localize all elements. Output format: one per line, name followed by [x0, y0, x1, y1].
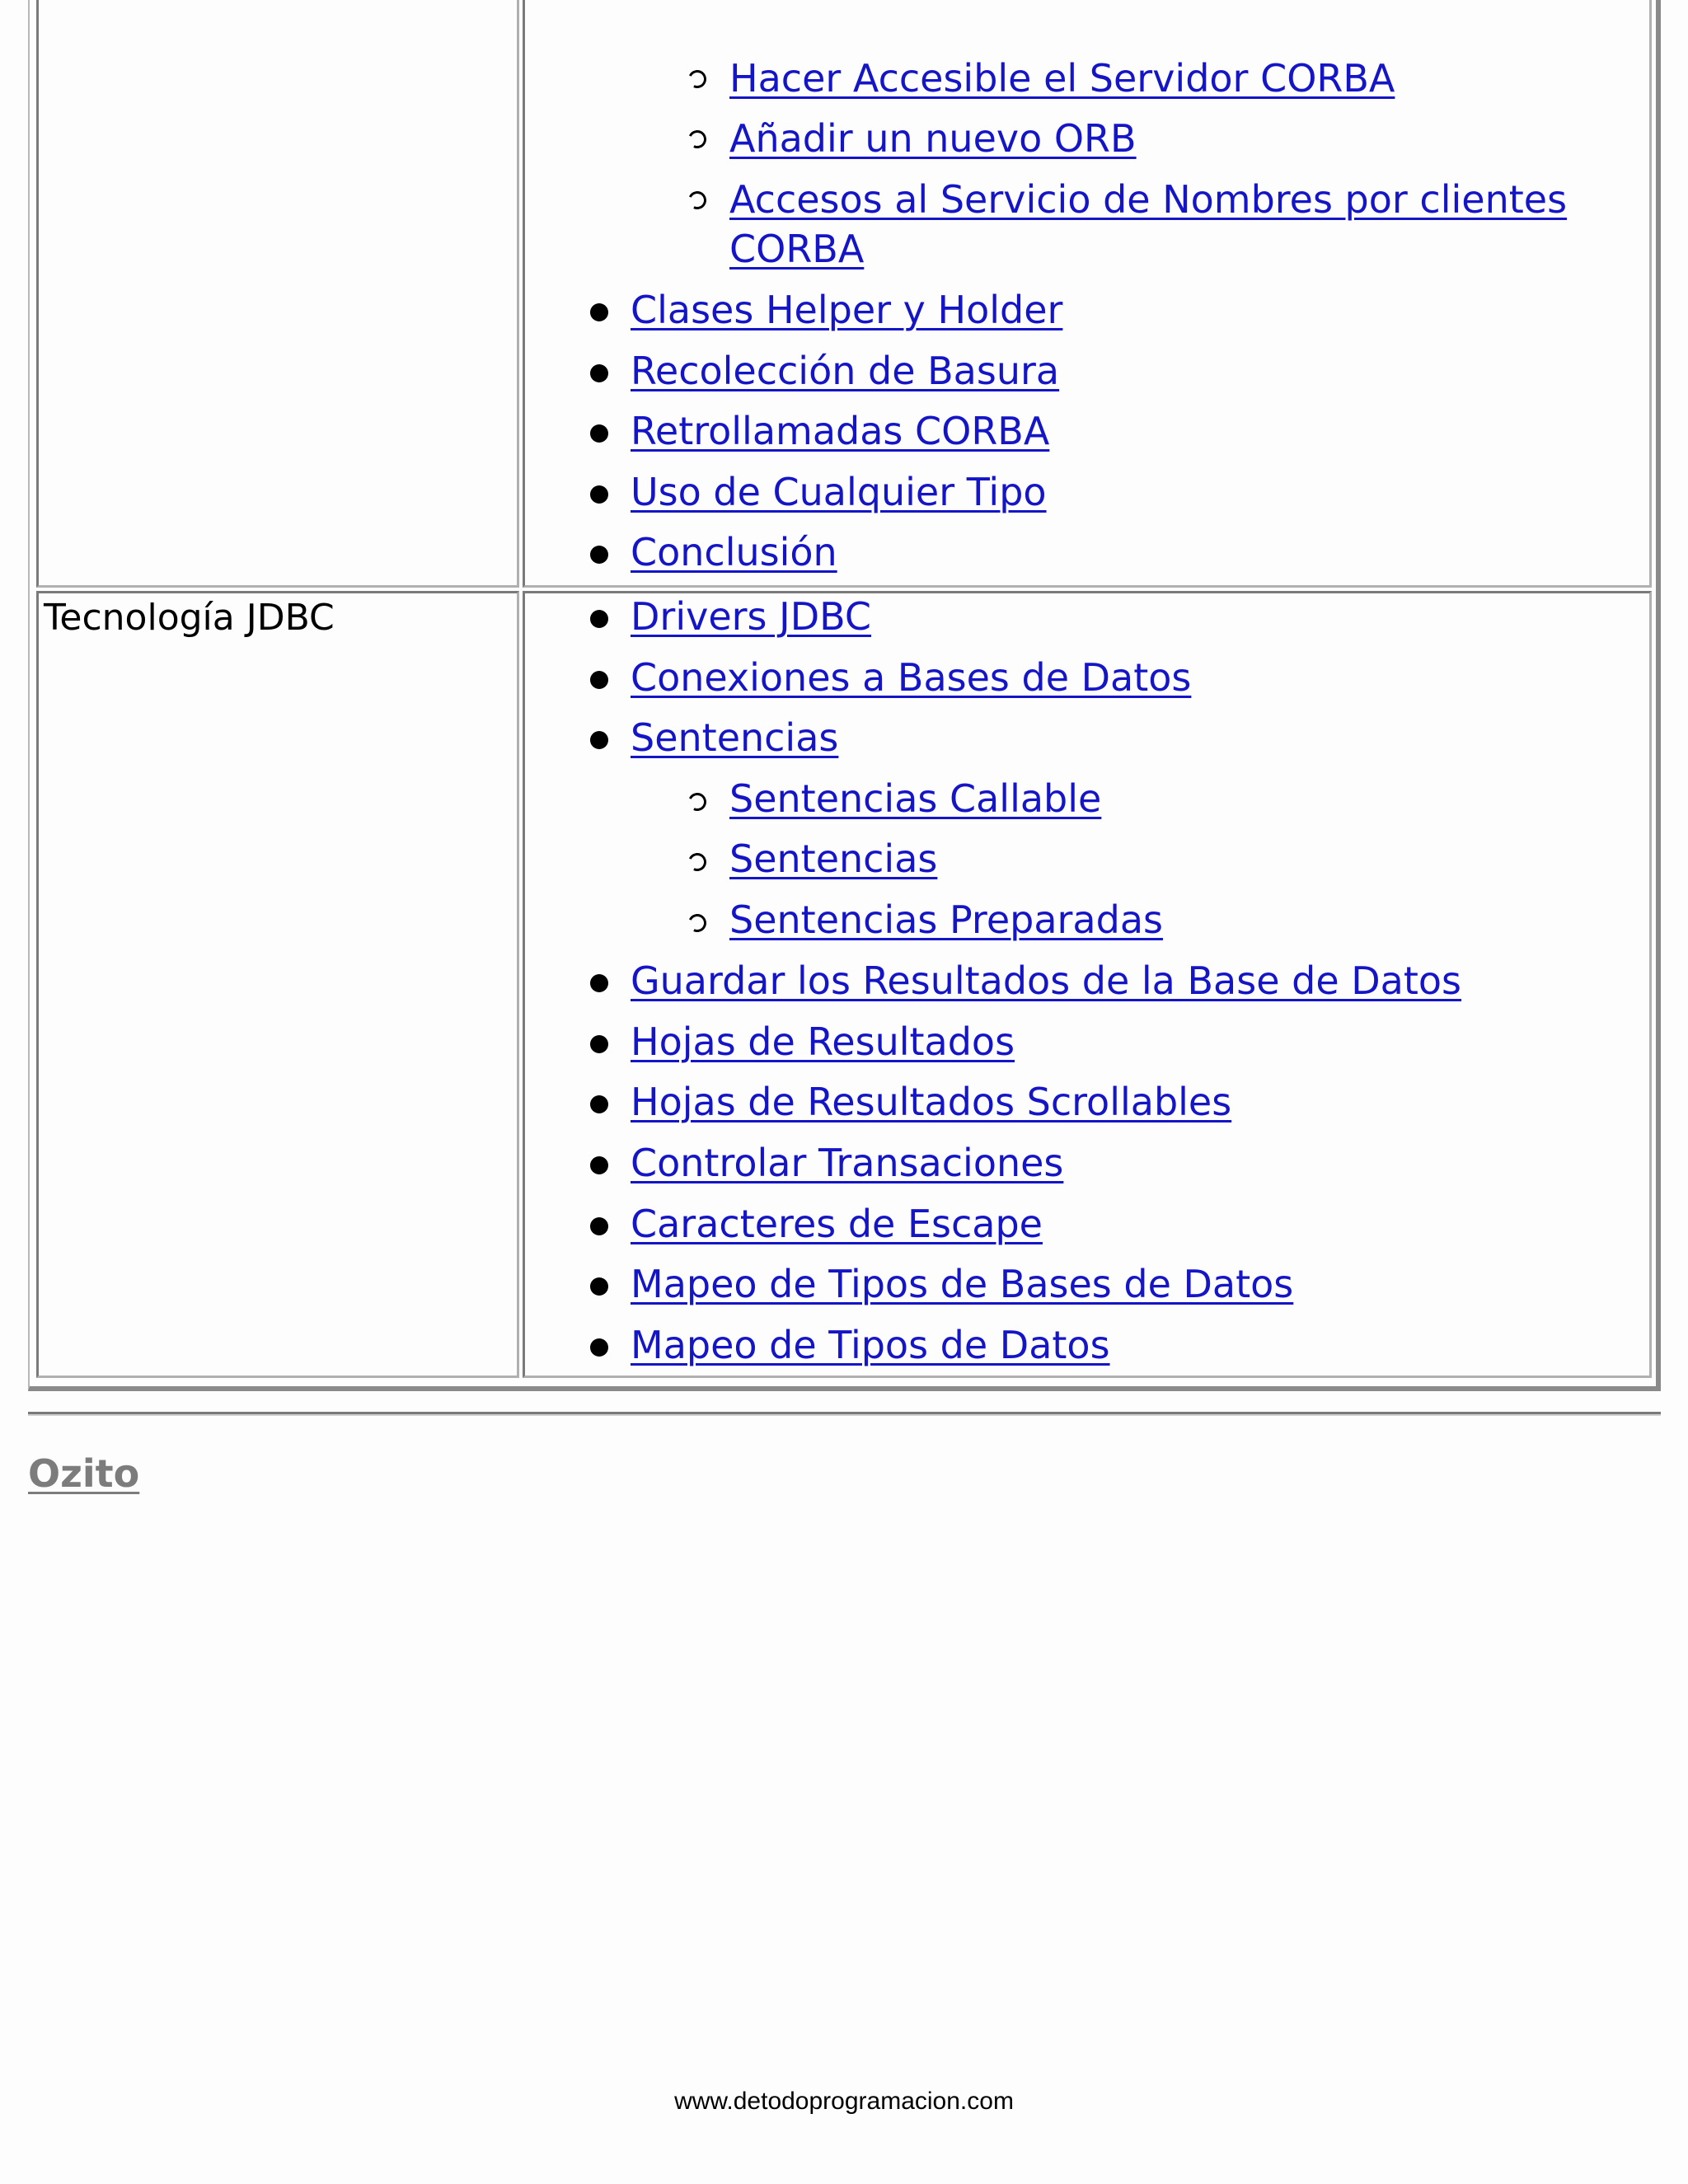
horizontal-rule [28, 1412, 1661, 1416]
toc-item [631, 527, 837, 577]
toc-link[interactable]: Conexiones a Bases de Datos [631, 655, 1192, 700]
disc-bullet-icon [590, 424, 608, 443]
disc-bullet-icon [590, 303, 608, 321]
toc-item [631, 713, 838, 762]
ozito-link[interactable]: Ozito [28, 1451, 140, 1496]
disc-bullet-icon [590, 1095, 608, 1113]
toc-link[interactable]: Clases Helper y Holder [631, 288, 1063, 332]
disc-bullet-icon [590, 1156, 608, 1174]
toc-link[interactable]: Sentencias Callable [729, 776, 1102, 821]
disc-bullet-icon [590, 364, 608, 382]
toc-link[interactable]: Hacer Accesible el Servidor CORBA [729, 56, 1395, 101]
toc-item [631, 346, 1059, 396]
toc-subitem [729, 54, 1395, 103]
toc-subitem [729, 175, 1567, 224]
toc-cell-left-bottom [36, 591, 519, 1378]
toc-link[interactable]: Retrollamadas CORBA [631, 409, 1050, 453]
toc-link[interactable]: Recolección de Basura [631, 349, 1060, 393]
disc-bullet-icon [590, 1035, 608, 1053]
toc-subitem [729, 834, 937, 883]
toc-link[interactable]: Mapeo de Tipos de Datos [631, 1323, 1110, 1367]
toc-link[interactable]: Conclusión [631, 530, 837, 574]
toc-subitem [729, 895, 1163, 944]
toc-subitem [729, 114, 1137, 163]
toc-item [631, 956, 1461, 1005]
disc-bullet-icon [590, 1277, 608, 1296]
site-url: www.detodoprogramacion.com [674, 2088, 1014, 2115]
toc-item [631, 1320, 1110, 1370]
toc-link[interactable]: Mapeo de Tipos de Bases de Datos [631, 1262, 1294, 1306]
toc-item [631, 406, 1049, 456]
toc-link[interactable]: Hojas de Resultados [631, 1019, 1015, 1064]
toc-link[interactable]: CORBA [729, 227, 865, 271]
toc-link[interactable]: Guardar los Resultados de la Base de Datos [631, 958, 1462, 1003]
toc-item [631, 1017, 1015, 1066]
toc-link[interactable]: Sentencias Preparadas [729, 898, 1163, 942]
disc-bullet-icon [590, 485, 608, 504]
disc-bullet-icon [590, 731, 608, 749]
toc-item [631, 467, 1047, 517]
disc-bullet-icon [590, 974, 608, 992]
disc-bullet-icon [590, 1338, 608, 1357]
toc-cell-left-top [36, 0, 519, 588]
toc-item [631, 1259, 1293, 1309]
disc-bullet-icon [590, 1217, 608, 1235]
toc-link[interactable]: Añadir un nuevo ORB [729, 116, 1137, 161]
section-title: Tecnología JDBC [44, 597, 335, 639]
toc-link[interactable]: Sentencias [631, 715, 839, 760]
toc-item [631, 592, 871, 641]
toc-subitem-continuation [729, 224, 864, 274]
disc-bullet-icon [590, 546, 608, 564]
disc-bullet-icon [590, 610, 608, 628]
toc-item [631, 285, 1062, 335]
toc-item [631, 1199, 1043, 1249]
toc-link[interactable]: Uso de Cualquier Tipo [631, 470, 1047, 514]
toc-item [631, 1077, 1231, 1127]
toc-link[interactable]: Drivers JDBC [631, 594, 871, 639]
toc-link[interactable]: Controlar Transaciones [631, 1141, 1064, 1185]
toc-link[interactable]: Sentencias [729, 837, 938, 881]
toc-link[interactable]: Hojas de Resultados Scrollables [631, 1080, 1232, 1124]
disc-bullet-icon [590, 671, 608, 689]
toc-subitem [729, 774, 1101, 823]
toc-item [631, 653, 1191, 702]
toc-link[interactable]: Accesos al Servicio de Nombres por clientes [729, 177, 1568, 222]
toc-item [631, 1138, 1063, 1188]
toc-link[interactable]: Caracteres de Escape [631, 1202, 1043, 1246]
